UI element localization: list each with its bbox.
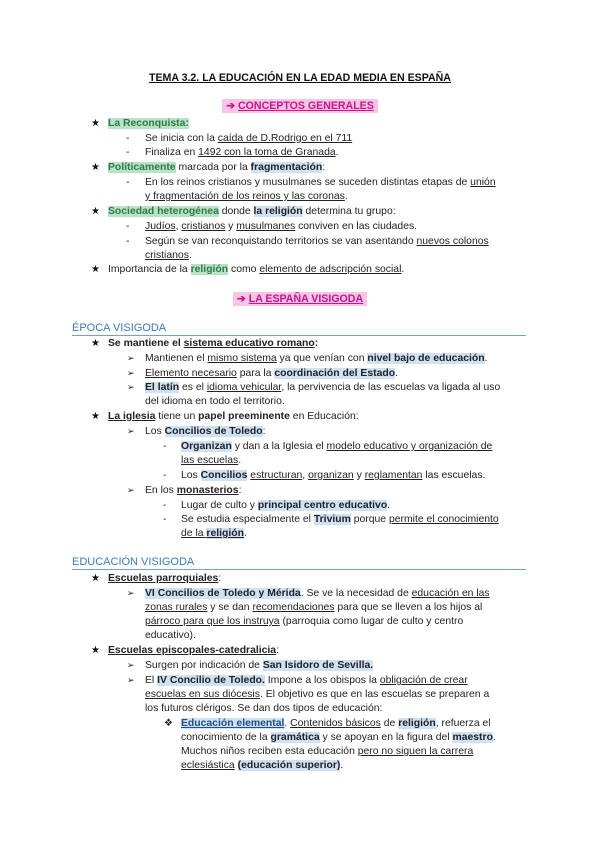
arrow-bullet-icon: ➢ (127, 426, 135, 436)
star-bullet-icon: ★ (91, 645, 100, 656)
list-item: Escuelas episcopales-catedralicia: (108, 645, 279, 656)
list-item: Elemento necesario para la coordinación del Estado. (145, 368, 398, 379)
arrow-bullet-icon: ➢ (127, 588, 135, 598)
list-item-continued: conocimiento de la gramática y se apoyan en la figura del maestro. (181, 732, 496, 743)
arrow-bullet-icon: ➢ (127, 660, 135, 670)
arrow-icon: ➔ (226, 100, 236, 112)
list-item-continued: del idioma en todo el territorio. (145, 396, 285, 407)
list-item: La Reconquista: (108, 118, 189, 129)
list-item-continued: párroco para que los instruya (parroquia como lugar de culto y centro (145, 616, 464, 627)
heading-conceptos-generales: ➔ CONCEPTOS GENERALES (0, 100, 600, 112)
list-item: Importancia de la religión como elemento de adscripción social. (108, 264, 405, 275)
list-item-continued: eclesiástica (educación superior). (181, 760, 344, 771)
arrow-bullet-icon: ➢ (127, 382, 135, 392)
dash-bullet: - (126, 236, 130, 247)
star-bullet-icon: ★ (91, 118, 100, 129)
list-item: En los reinos cristianos y musulmanes se suceden distintas etapas de unión (145, 177, 496, 188)
diamond-bullet-icon: ❖ (164, 718, 173, 729)
list-item: Se mantiene el sistema educativo romano: (108, 338, 319, 349)
dash-bullet: - (163, 500, 167, 511)
list-item: El latín es el idioma vehicular, la pervivencia de las escuelas va ligada al uso (145, 382, 501, 393)
star-bullet-icon: ★ (91, 338, 100, 349)
list-item: Políticamente marcada por la fragmentación: (108, 162, 326, 173)
list-item: En los monasterios: (145, 485, 242, 496)
arrow-icon: ➔ (236, 293, 246, 305)
page-title: TEMA 3.2. LA EDUCACIÓN EN LA EDAD MEDIA EN ESPAÑA (149, 72, 451, 84)
star-bullet-icon: ★ (91, 206, 100, 217)
list-item-continued: de la religión. (181, 528, 247, 539)
list-item-continued: Muchos niños reciben esta educación pero no siguen la carrera (181, 746, 474, 757)
arrow-bullet-icon: ➢ (127, 675, 135, 685)
list-item: La iglesia tiene un papel preeminente en Educación: (108, 411, 359, 422)
list-item: Escuelas parroquiales: (108, 573, 222, 584)
list-item-continued: educativo). (145, 630, 196, 641)
dash-bullet: - (126, 133, 130, 144)
list-item: Surgen por indicación de San Isidoro de Sevilla. (145, 660, 374, 671)
dash-bullet: - (163, 441, 167, 452)
star-bullet-icon: ★ (91, 573, 100, 584)
list-item-continued: las escuelas. (181, 455, 242, 466)
star-bullet-icon: ★ (91, 162, 100, 173)
dash-bullet: - (163, 470, 167, 481)
list-item: Mantienen el mismo sistema ya que venían con nivel bajo de educación. (145, 353, 488, 364)
list-item: Lugar de culto y principal centro educativo. (181, 500, 391, 511)
list-item-continued: y fragmentación de los reinos y las coronas. (145, 191, 348, 202)
list-item: Los Concilios de Toledo: (145, 426, 266, 437)
list-item: Finaliza en 1492 con la toma de Granada. (145, 147, 339, 158)
dash-bullet: - (163, 514, 167, 525)
list-item-continued: los futuros clérigos. Se dan dos tipos de educación: (145, 703, 383, 714)
list-item-continued: cristianos. (145, 250, 192, 261)
list-item: Sociedad heterogénea donde la religión determina tu grupo: (108, 206, 396, 217)
list-item-continued: escuelas en sus diócesis. El objetivo es que en las escuelas se preparen a (145, 689, 490, 700)
star-bullet-icon: ★ (91, 264, 100, 275)
arrow-bullet-icon: ➢ (127, 368, 135, 378)
dash-bullet: - (126, 147, 130, 158)
heading-espana-visigoda: ➔ LA ESPAÑA VISIGODA (0, 293, 600, 305)
dash-bullet: - (126, 177, 130, 188)
list-item: Se estudia especialmente el Trivium porque permite el conocimiento (181, 514, 499, 525)
list-item: Judíos, cristianos y musulmanes conviven en las ciudades. (145, 221, 418, 232)
list-item: Según se van reconquistando territorios se van asentando nuevos colonos (145, 236, 489, 247)
list-item: Los Concilios estructuran, organizan y reglamentan las escuelas. (181, 470, 486, 481)
list-item: El IV Concilio de Toledo. Impone a los obispos la obligación de crear (145, 675, 468, 686)
dash-bullet: - (126, 221, 130, 232)
list-item: Se inicia con la caída de D.Rodrigo en el 711 (145, 133, 353, 144)
list-item-continued: zonas rurales y se dan recomendaciones para que se lleven a los hijos al (145, 602, 483, 613)
section-title-educacion-visigoda: EDUCACIÓN VISIGODA (72, 556, 526, 570)
list-item: VI Concilios de Toledo y Mérida. Se ve la necesidad de educación en las (145, 588, 490, 599)
star-bullet-icon: ★ (91, 411, 100, 422)
list-item: Educación elemental. Contenidos básicos de religión, refuerza el (181, 718, 491, 729)
arrow-bullet-icon: ➢ (127, 485, 135, 495)
section-title-epoca-visigoda: ÉPOCA VISIGODA (72, 322, 526, 336)
arrow-bullet-icon: ➢ (127, 353, 135, 363)
list-item: Organizan y dan a la Iglesia el modelo educativo y organización de (181, 441, 493, 452)
